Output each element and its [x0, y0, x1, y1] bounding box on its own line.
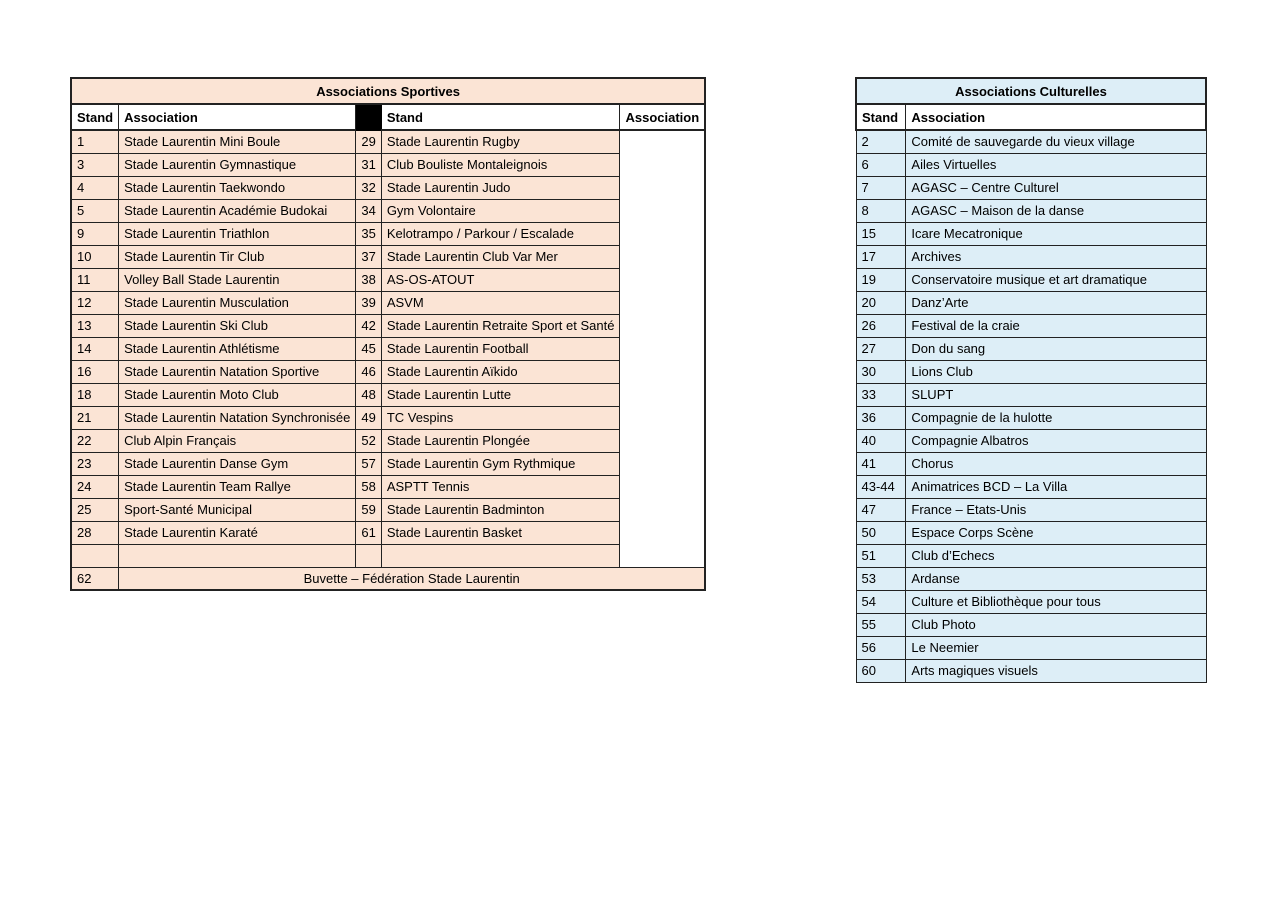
stand-cell: 40	[856, 429, 906, 452]
association-cell: Archives	[906, 245, 1206, 268]
association-cell: Stade Laurentin Ski Club	[119, 314, 356, 337]
table-row	[71, 314, 705, 337]
association-cell: Le Neemier	[906, 636, 1206, 659]
footer-association: Buvette – Fédération Stade Laurentin	[119, 567, 706, 590]
stand-cell: 23	[71, 452, 119, 475]
stand-cell: 36	[856, 406, 906, 429]
stand-cell: 61	[356, 521, 381, 544]
association-cell: Lions Club	[906, 360, 1206, 383]
table-row	[856, 199, 1206, 222]
table-row	[71, 452, 705, 475]
stand-cell	[71, 544, 119, 567]
stand-cell: 57	[356, 452, 381, 475]
stand-cell: 4	[71, 176, 119, 199]
stand-cell: 56	[856, 636, 906, 659]
table-row	[856, 567, 1206, 590]
stand-cell: 16	[71, 360, 119, 383]
association-cell: Stade Laurentin Tir Club	[119, 245, 356, 268]
association-cell: Sport-Santé Municipal	[119, 498, 356, 521]
stand-cell: 19	[856, 268, 906, 291]
stand-cell: 25	[71, 498, 119, 521]
association-cell: Conservatoire musique et art dramatique	[906, 268, 1206, 291]
association-cell: Stade Laurentin Gymnastique	[119, 153, 356, 176]
table-row	[71, 429, 705, 452]
stand-cell: 20	[856, 291, 906, 314]
stand-cell: 5	[71, 199, 119, 222]
table-row	[856, 498, 1206, 521]
table-row	[856, 360, 1206, 383]
table-row	[856, 222, 1206, 245]
association-cell: SLUPT	[906, 383, 1206, 406]
association-cell: Stade Laurentin Badminton	[381, 498, 620, 521]
stand-cell: 34	[356, 199, 381, 222]
association-cell: Stade Laurentin Triathlon	[119, 222, 356, 245]
stand-cell: 10	[71, 245, 119, 268]
stand-cell: 28	[71, 521, 119, 544]
association-cell: Ardanse	[906, 567, 1206, 590]
table-row	[71, 406, 705, 429]
association-cell: Compagnie de la hulotte	[906, 406, 1206, 429]
table-row	[856, 590, 1206, 613]
association-cell: Stade Laurentin Karaté	[119, 521, 356, 544]
table-row	[71, 475, 705, 498]
stand-cell: 42	[356, 314, 381, 337]
stand-cell: 6	[856, 153, 906, 176]
table-row	[856, 636, 1206, 659]
association-cell	[381, 544, 620, 567]
stand-cell: 43-44	[856, 475, 906, 498]
association-cell: Club d’Echecs	[906, 544, 1206, 567]
table-row	[71, 245, 705, 268]
stand-cell: 17	[856, 245, 906, 268]
table-row	[71, 544, 705, 567]
table-row	[71, 498, 705, 521]
stand-cell: 15	[856, 222, 906, 245]
association-cell: Stade Laurentin Basket	[381, 521, 620, 544]
stand-cell: 49	[356, 406, 381, 429]
association-cell: Club Bouliste Montaleignois	[381, 153, 620, 176]
header-association: Association	[119, 104, 356, 130]
header-stand: Stand	[381, 104, 620, 130]
table-row	[856, 521, 1206, 544]
association-cell: Stade Laurentin Gym Rythmique	[381, 452, 620, 475]
stand-cell: 22	[71, 429, 119, 452]
association-cell: Stade Laurentin Danse Gym	[119, 452, 356, 475]
stand-cell: 3	[71, 153, 119, 176]
association-cell: Stade Laurentin Natation Synchronisée	[119, 406, 356, 429]
table-row	[71, 291, 705, 314]
stand-cell: 60	[856, 659, 906, 682]
sports-table-title: Associations Sportives	[71, 78, 705, 104]
column-separator	[356, 104, 381, 130]
association-cell: Icare Mecatronique	[906, 222, 1206, 245]
table-row	[856, 314, 1206, 337]
stand-cell: 33	[856, 383, 906, 406]
association-cell: Don du sang	[906, 337, 1206, 360]
association-cell: Stade Laurentin Académie Budokai	[119, 199, 356, 222]
stand-cell: 31	[356, 153, 381, 176]
table-row	[856, 452, 1206, 475]
stand-cell: 12	[71, 291, 119, 314]
association-cell: ASVM	[381, 291, 620, 314]
association-cell: AGASC – Maison de la danse	[906, 199, 1206, 222]
table-row	[71, 360, 705, 383]
association-cell: Animatrices BCD – La Villa	[906, 475, 1206, 498]
stand-cell: 8	[856, 199, 906, 222]
cultural-table-title: Associations Culturelles	[856, 78, 1206, 104]
association-cell: Stade Laurentin Football	[381, 337, 620, 360]
stand-cell: 21	[71, 406, 119, 429]
stand-cell: 24	[71, 475, 119, 498]
association-cell: Stade Laurentin Athlétisme	[119, 337, 356, 360]
association-cell: Stade Laurentin Aïkido	[381, 360, 620, 383]
association-cell: Arts magiques visuels	[906, 659, 1206, 682]
stand-cell: 2	[856, 130, 906, 153]
header-association: Association	[906, 104, 1206, 130]
association-cell: Volley Ball Stade Laurentin	[119, 268, 356, 291]
stand-cell: 55	[856, 613, 906, 636]
stand-cell: 39	[356, 291, 381, 314]
stand-cell: 37	[356, 245, 381, 268]
association-cell: Danz’Arte	[906, 291, 1206, 314]
table-row	[71, 153, 705, 176]
table-row	[856, 544, 1206, 567]
stand-cell: 48	[356, 383, 381, 406]
stand-cell: 7	[856, 176, 906, 199]
header-association: Association	[620, 104, 705, 130]
stand-cell: 54	[856, 590, 906, 613]
association-cell: Comité de sauvegarde du vieux village	[906, 130, 1206, 153]
stand-cell: 27	[856, 337, 906, 360]
association-cell: Stade Laurentin Rugby	[381, 130, 620, 153]
table-row	[856, 153, 1206, 176]
stand-cell: 13	[71, 314, 119, 337]
association-cell: Stade Laurentin Natation Sportive	[119, 360, 356, 383]
stand-cell: 30	[856, 360, 906, 383]
table-row	[856, 130, 1206, 153]
association-cell: Stade Laurentin Judo	[381, 176, 620, 199]
table-row	[856, 613, 1206, 636]
association-cell: AS-OS-ATOUT	[381, 268, 620, 291]
table-row	[71, 130, 705, 153]
stand-cell	[356, 544, 381, 567]
stand-cell: 53	[856, 567, 906, 590]
header-stand: Stand	[71, 104, 119, 130]
association-cell: Stade Laurentin Team Rallye	[119, 475, 356, 498]
stand-cell: 35	[356, 222, 381, 245]
table-row	[71, 521, 705, 544]
stand-cell: 29	[356, 130, 381, 153]
table-row	[856, 383, 1206, 406]
association-cell: Stade Laurentin Mini Boule	[119, 130, 356, 153]
table-row	[856, 245, 1206, 268]
stand-cell: 41	[856, 452, 906, 475]
table-row	[856, 659, 1206, 682]
association-cell: France – Etats-Unis	[906, 498, 1206, 521]
stand-cell: 47	[856, 498, 906, 521]
association-cell	[119, 544, 356, 567]
table-row	[71, 383, 705, 406]
stand-cell: 14	[71, 337, 119, 360]
association-cell: Club Photo	[906, 613, 1206, 636]
association-cell: AGASC – Centre Culturel	[906, 176, 1206, 199]
footer-stand: 62	[71, 567, 119, 590]
stand-cell: 26	[856, 314, 906, 337]
association-cell: Stade Laurentin Lutte	[381, 383, 620, 406]
header-stand: Stand	[856, 104, 906, 130]
association-cell: ASPTT Tennis	[381, 475, 620, 498]
table-row	[71, 337, 705, 360]
association-cell: Espace Corps Scène	[906, 521, 1206, 544]
stand-cell: 51	[856, 544, 906, 567]
stand-cell: 46	[356, 360, 381, 383]
association-cell: Stade Laurentin Plongée	[381, 429, 620, 452]
stand-cell: 59	[356, 498, 381, 521]
stand-cell: 38	[356, 268, 381, 291]
stand-cell: 18	[71, 383, 119, 406]
table-row	[71, 176, 705, 199]
stand-cell: 45	[356, 337, 381, 360]
stand-cell: 9	[71, 222, 119, 245]
association-cell: Stade Laurentin Retraite Sport et Santé	[381, 314, 620, 337]
table-row	[71, 199, 705, 222]
association-cell: Stade Laurentin Club Var Mer	[381, 245, 620, 268]
association-cell: Chorus	[906, 452, 1206, 475]
sports-associations-table	[70, 77, 706, 591]
table-row	[856, 475, 1206, 498]
table-row	[856, 176, 1206, 199]
table-row	[856, 268, 1206, 291]
stand-cell: 1	[71, 130, 119, 153]
table-row	[856, 406, 1206, 429]
association-cell: Stade Laurentin Moto Club	[119, 383, 356, 406]
association-cell: Ailes Virtuelles	[906, 153, 1206, 176]
stand-cell: 50	[856, 521, 906, 544]
stand-cell: 32	[356, 176, 381, 199]
table-row	[71, 268, 705, 291]
association-cell: Festival de la craie	[906, 314, 1206, 337]
association-cell: Stade Laurentin Taekwondo	[119, 176, 356, 199]
table-row	[856, 337, 1206, 360]
table-row	[856, 291, 1206, 314]
association-cell: Culture et Bibliothèque pour tous	[906, 590, 1206, 613]
association-cell: TC Vespins	[381, 406, 620, 429]
table-row	[71, 222, 705, 245]
association-cell: Kelotrampo / Parkour / Escalade	[381, 222, 620, 245]
cultural-associations-table	[855, 77, 1207, 683]
stand-cell: 11	[71, 268, 119, 291]
association-cell: Gym Volontaire	[381, 199, 620, 222]
stand-cell: 52	[356, 429, 381, 452]
table-row	[856, 429, 1206, 452]
association-cell: Compagnie Albatros	[906, 429, 1206, 452]
stand-cell: 58	[356, 475, 381, 498]
association-cell: Stade Laurentin Musculation	[119, 291, 356, 314]
association-cell: Club Alpin Français	[119, 429, 356, 452]
